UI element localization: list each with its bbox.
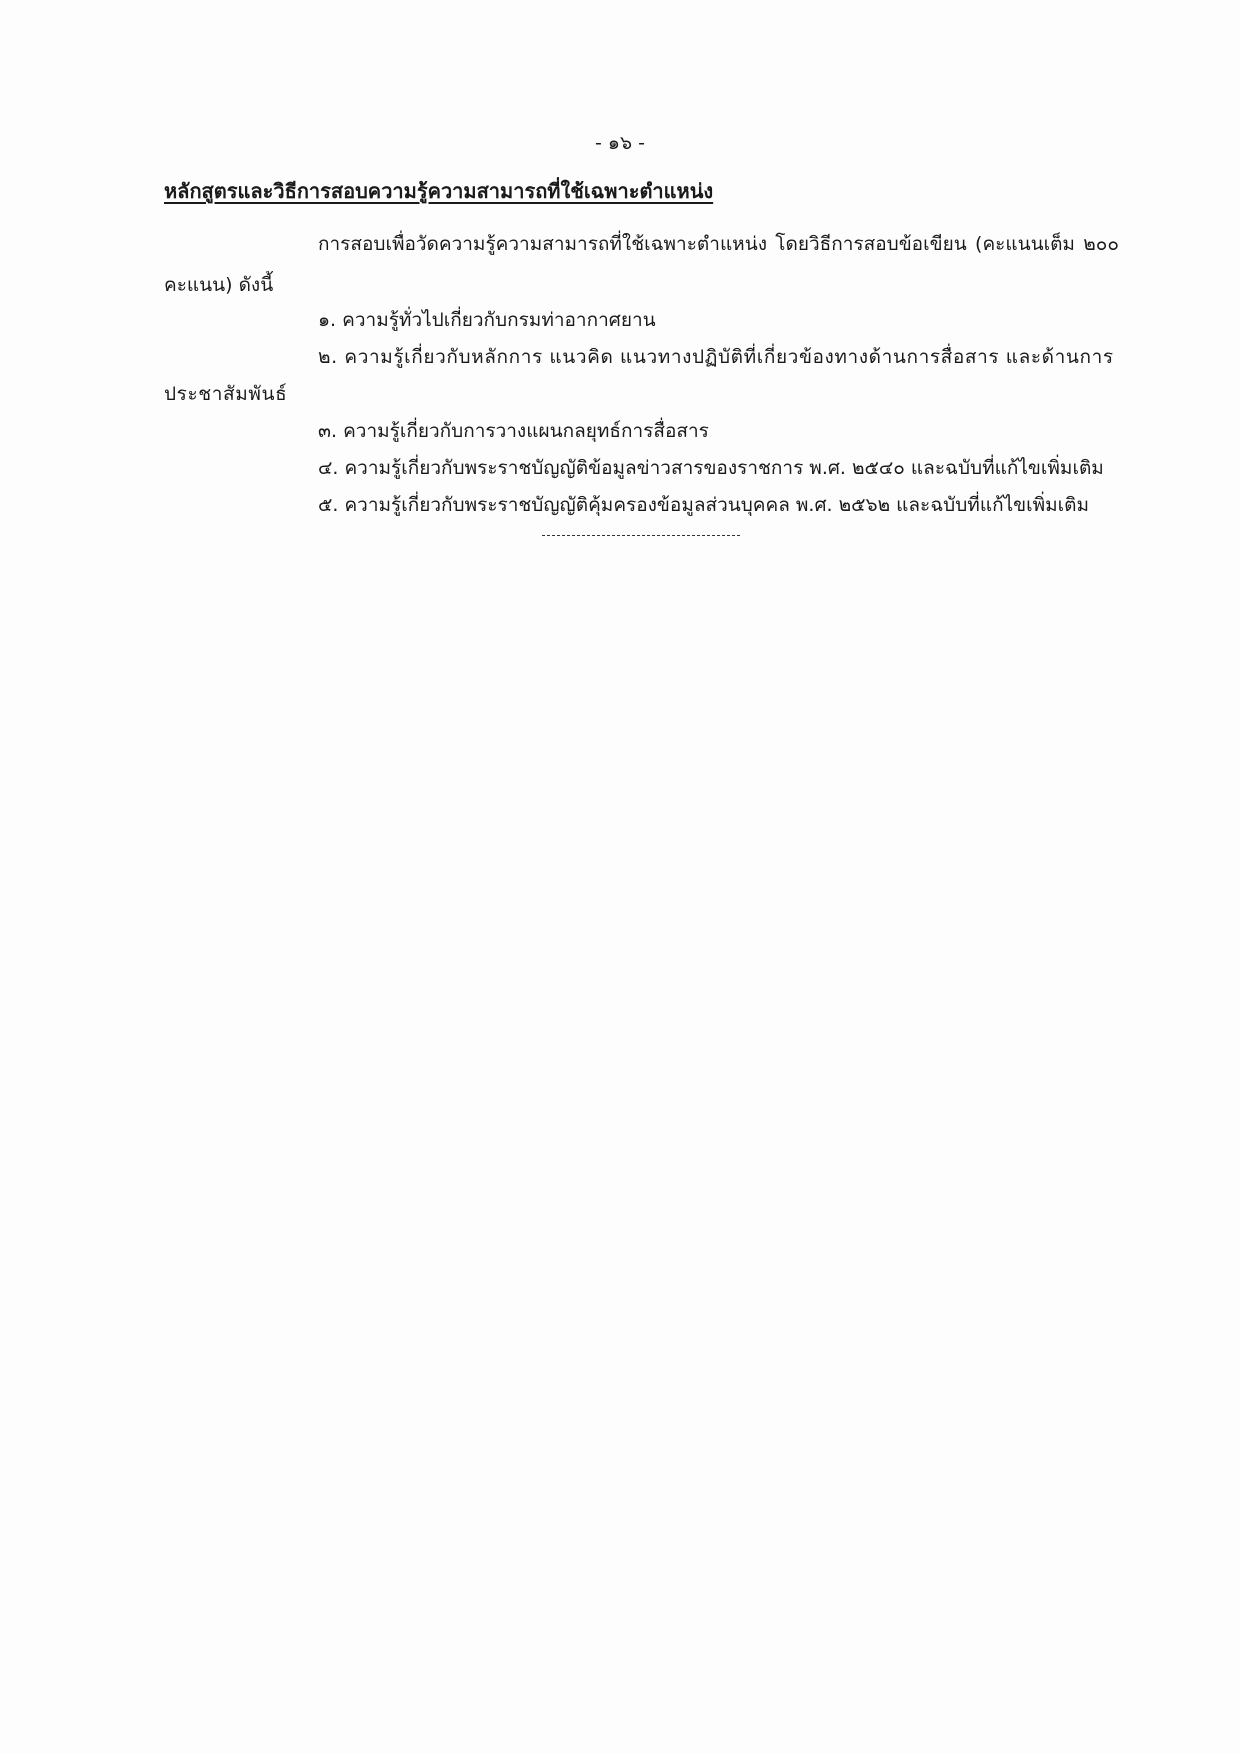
end-dashed-rule [542, 535, 740, 536]
list-item: ๓. ความรู้เกี่ยวกับการวางแผนกลยุทธ์การสื่อสาร [318, 420, 709, 442]
list-item: ๒. ความรู้เกี่ยวกับหลักการ แนวคิด แนวทางปฏิบัติที่เกี่ยวข้องทางด้านการสื่อสาร และด้านการประชาสัมพันธ์ [164, 346, 1114, 405]
page-number: - ๑๖ - [595, 132, 645, 154]
syllabus-list [164, 302, 1119, 524]
list-item: ๕. ความรู้เกี่ยวกับพระราชบัญญัติคุ้มครองข้อมูลส่วนบุคคล พ.ศ. ๒๕๖๒ และฉบับที่แก้ไขเพิ่มเติม [318, 494, 1090, 516]
intro-paragraph: การสอบเพื่อวัดความรู้ความสามารถที่ใช้เฉพาะตำแหน่ง โดยวิธีการสอบข้อเขียน (คะแนนเต็ม ๒๐๐ คะแนน) ดังนี้ [164, 233, 1119, 296]
section-heading: หลักสูตรและวิธีการสอบความรู้ความสามารถที่ใช้เฉพาะตำแหน่ง [164, 179, 714, 203]
list-item: ๑. ความรู้ทั่วไปเกี่ยวกับกรมท่าอากาศยาน [318, 309, 656, 331]
list-item: ๔. ความรู้เกี่ยวกับพระราชบัญญัติข้อมูลข่าวสารของราชการ พ.ศ. ๒๕๔๐ และฉบับที่แก้ไขเพิ่มเติม [318, 457, 1104, 479]
